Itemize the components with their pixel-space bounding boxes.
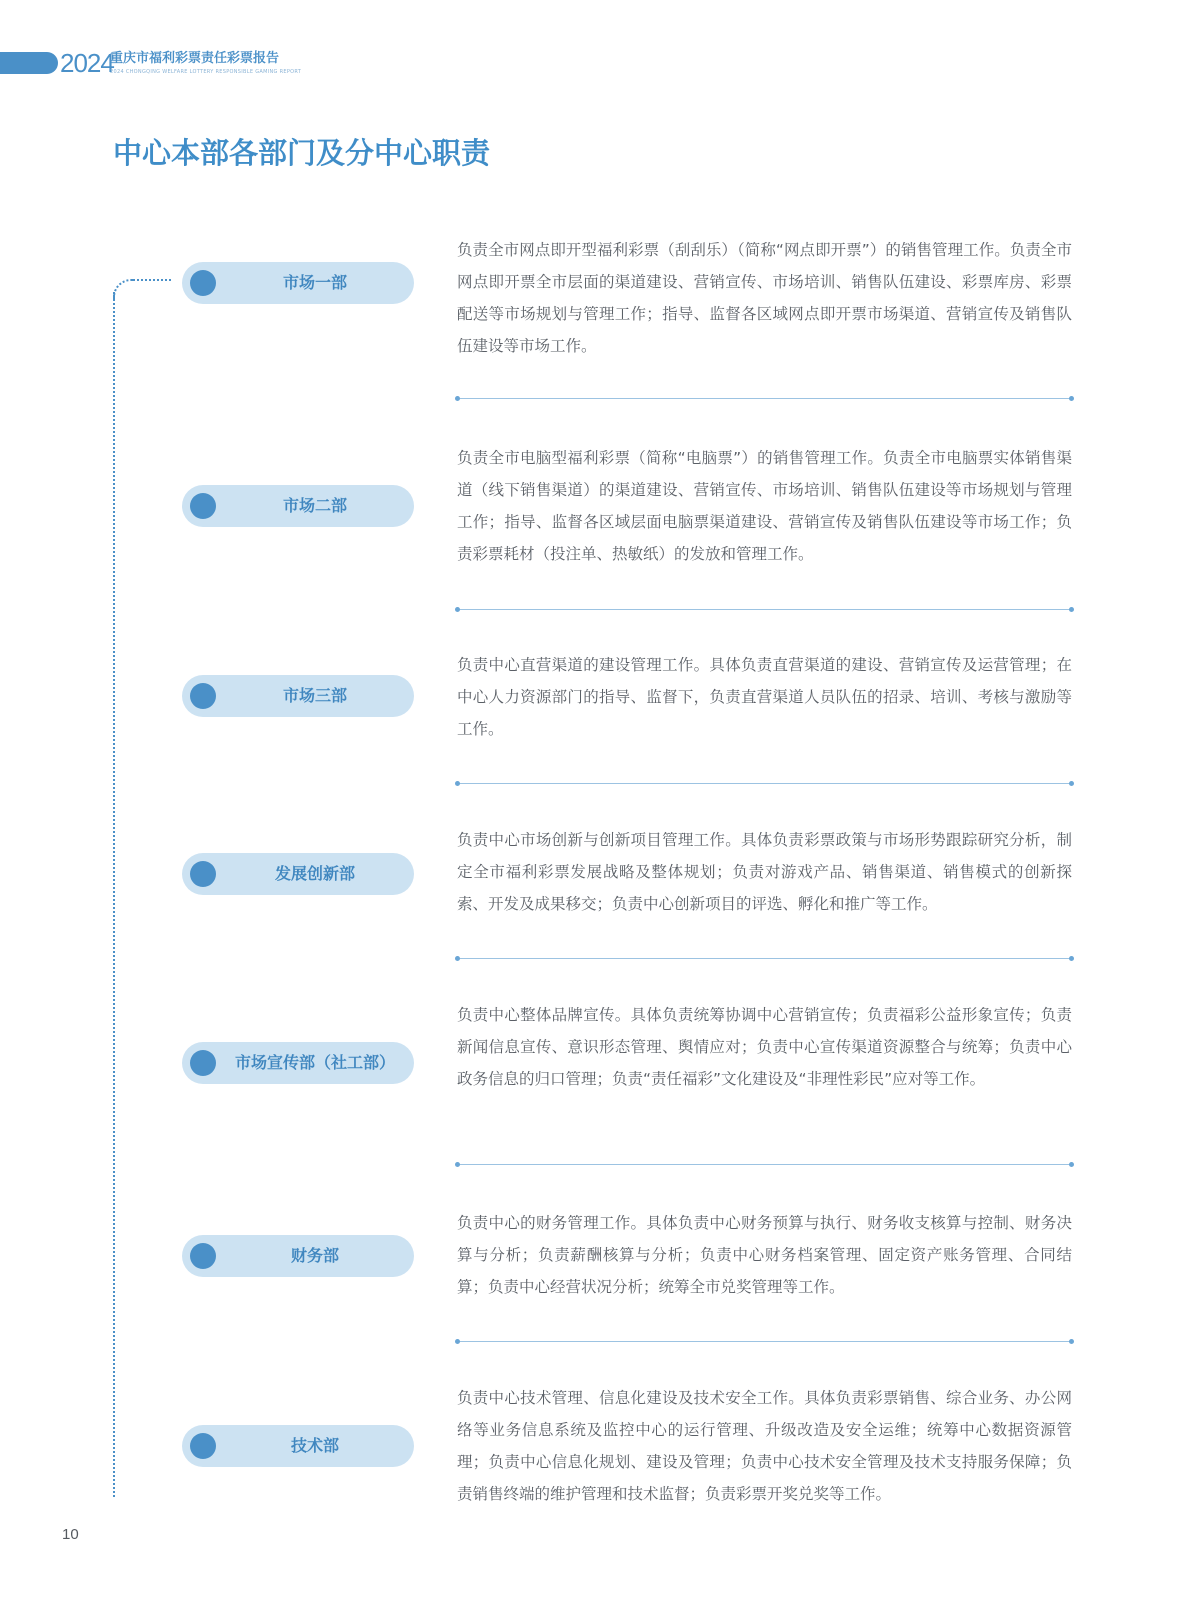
department-pill-market-3	[182, 675, 414, 717]
bullet-dot-icon	[190, 861, 216, 887]
tree-connector-line	[113, 292, 115, 1497]
department-name: 市场二部	[282, 496, 347, 515]
header-accent-bar	[0, 52, 58, 74]
section-divider	[457, 1164, 1072, 1165]
section-divider	[457, 1341, 1072, 1342]
department-name: 发展创新部	[274, 864, 355, 883]
department-name: 市场一部	[282, 273, 347, 292]
section-divider	[457, 609, 1072, 610]
section-divider	[457, 398, 1072, 399]
bullet-dot-icon	[190, 1243, 216, 1269]
section-divider	[457, 958, 1072, 959]
department-description: 负责全市网点即开型福利彩票（刮刮乐）（简称“网点即开票”）的销售管理工作。负责全市网点即开票全市层面的渠道建设、营销宣传、市场培训、销售队伍建设、彩票库房、彩票配送等市场规划与管理工作；指导、监督各区域网点即开票市场渠道、营销宣传及销售队伍建设等市场工作。	[457, 241, 1072, 355]
header-title: 重庆市福利彩票责任彩票报告	[110, 51, 280, 66]
bullet-dot-icon	[190, 493, 216, 519]
department-name: 财务部	[290, 1246, 339, 1265]
bullet-dot-icon	[190, 1050, 216, 1076]
department-description: 负责中心技术管理、信息化建设及技术安全工作。具体负责彩票销售、综合业务、办公网络等业务信息系统及监控中心的运行管理、升级改造及安全运维；统筹中心数据资源管理；负责中心信息化规划、建设及管理；负责中心技术安全管理及技术支持服务保障；负责销售终端的维护管理和技术监督；负责彩票开奖兑奖等工作。	[457, 1389, 1072, 1503]
department-name: 技术部	[290, 1436, 339, 1455]
department-name: 市场三部	[282, 686, 347, 705]
department-pill-market-2	[182, 485, 414, 527]
department-description: 负责全市电脑型福利彩票（简称“电脑票”）的销售管理工作。负责全市电脑票实体销售渠道（线下销售渠道）的渠道建设、营销宣传、市场培训、销售队伍建设等市场规划与管理工作；指导、监督各区域层面电脑票渠道建设、营销宣传及销售队伍建设等市场工作；负责彩票耗材（投注单、热敏纸）的发放和管理工作。	[457, 449, 1072, 563]
bullet-dot-icon	[190, 1433, 216, 1459]
header-year: 2024	[60, 48, 114, 78]
header-subtitle: 2024 CHONGQING WELFARE LOTTERY RESPONSIBLE GAMING REPORT	[110, 69, 302, 75]
section-divider	[457, 783, 1072, 784]
bullet-dot-icon	[190, 270, 216, 296]
department-description: 负责中心整体品牌宣传。具体负责统筹协调中心营销宣传；负责福彩公益形象宣传；负责新闻信息宣传、意识形态管理、舆情应对；负责中心宣传渠道资源整合与统筹；负责中心政务信息的归口管理；负责“责任福彩”文化建设及“非理性彩民”应对等工作。	[457, 1006, 1072, 1088]
department-description: 负责中心直营渠道的建设管理工作。具体负责直营渠道的建设、营销宣传及运营管理；在中心人力资源部门的指导、监督下，负责直营渠道人员队伍的招录、培训、考核与激励等工作。	[457, 656, 1072, 738]
department-pill-market-1	[182, 262, 414, 304]
department-name: 市场宣传部（社工部）	[234, 1053, 395, 1072]
department-description: 负责中心市场创新与创新项目管理工作。具体负责彩票政策与市场形势跟踪研究分析，制定全市福利彩票发展战略及整体规划；负责对游戏产品、销售渠道、销售模式的创新探索、开发及成果移交；负责中心创新项目的评选、孵化和推广等工作。	[457, 831, 1072, 913]
department-pill-marketing-publicity	[182, 1042, 414, 1084]
department-pill-finance	[182, 1235, 414, 1277]
department-pill-technology	[182, 1425, 414, 1467]
tree-connector-top	[133, 279, 171, 281]
page-number: 10	[62, 1526, 79, 1543]
bullet-dot-icon	[190, 683, 216, 709]
department-description: 负责中心的财务管理工作。具体负责中心财务预算与执行、财务收支核算与控制、财务决算与分析；负责薪酬核算与分析；负责中心财务档案管理、固定资产账务管理、合同结算；负责中心经营状况分析；统筹全市兑奖管理等工作。	[457, 1214, 1072, 1296]
page-title: 中心本部各部门及分中心职责	[113, 136, 491, 170]
department-pill-development-innovation	[182, 853, 414, 895]
tree-connector-curve	[113, 279, 135, 299]
